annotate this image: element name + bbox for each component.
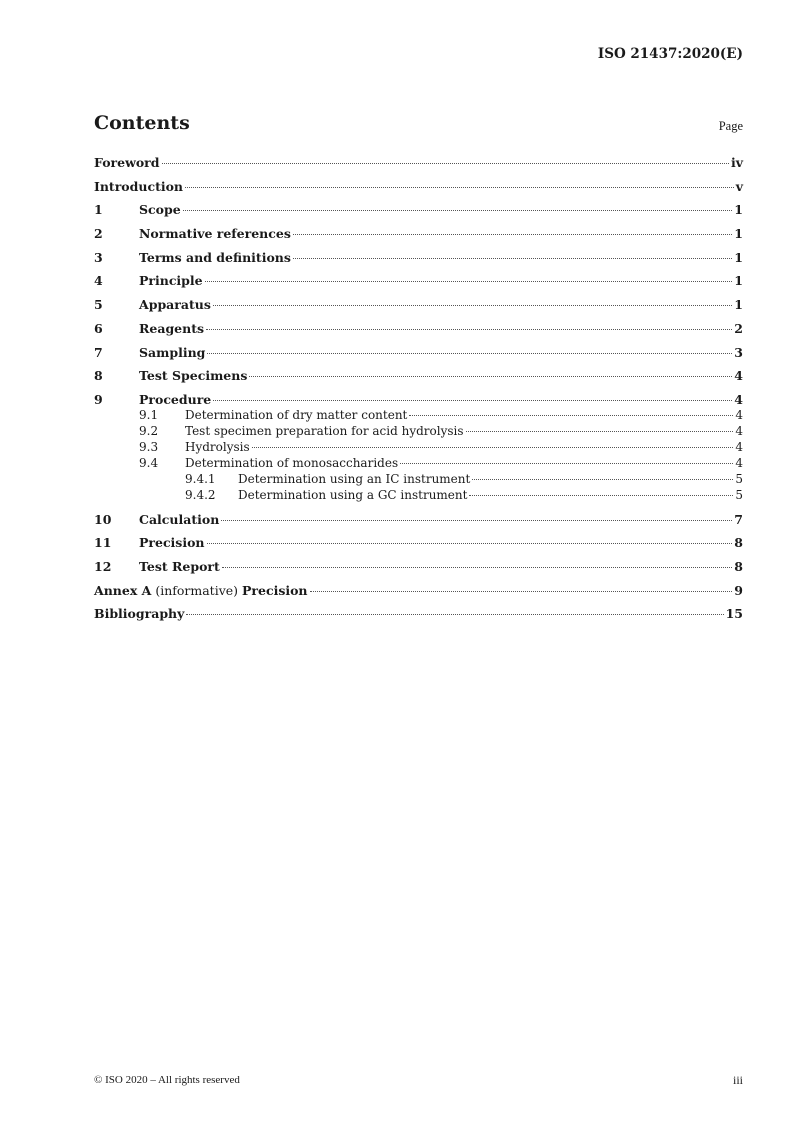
toc-entry-number: 9.4.1 <box>185 471 216 486</box>
toc-entry-title: Principle <box>139 273 203 289</box>
dot-leader <box>249 376 732 377</box>
toc-entry-number: 9.3 <box>139 439 159 454</box>
dot-leader <box>206 329 732 330</box>
toc-entry-hydrolysis[interactable] <box>94 440 743 456</box>
dot-leader <box>466 431 734 432</box>
dot-leader <box>185 187 734 188</box>
toc-entry-number: 12 <box>94 558 112 574</box>
dot-leader <box>409 415 733 416</box>
toc-entry-page: 1 <box>734 297 743 313</box>
toc-entry-number: 9 <box>94 391 103 407</box>
toc-entry-page: 4 <box>734 391 743 407</box>
page-column-label: Page <box>718 119 743 133</box>
toc-entry-bibliography[interactable] <box>94 606 743 630</box>
toc-entry-annex-a[interactable] <box>94 583 743 607</box>
toc-entry-dry-matter[interactable] <box>94 408 743 424</box>
toc-entry-normative-references[interactable] <box>94 226 743 250</box>
annex-label: Annex A <box>94 582 152 598</box>
dot-leader <box>213 400 732 401</box>
toc-entry-gc-instrument[interactable] <box>94 488 743 504</box>
toc-entry-title: Determination of monosaccharides <box>185 455 399 470</box>
toc-entry-test-report[interactable] <box>94 559 743 583</box>
dot-leader <box>162 163 729 164</box>
toc-entry-title: Precision <box>139 535 205 551</box>
toc-entry-title <box>94 583 308 598</box>
dot-leader <box>293 234 732 235</box>
dot-leader <box>207 353 732 354</box>
dot-leader <box>469 495 733 496</box>
toc-entry-title: Normative references <box>139 226 291 242</box>
toc-entry-number: 9.1 <box>139 407 159 422</box>
toc-entry-sampling[interactable] <box>94 345 743 369</box>
toc-entry-number: 1 <box>94 202 103 218</box>
toc-entry-terms-and-definitions[interactable] <box>94 250 743 274</box>
toc-entry-page: 1 <box>734 273 743 289</box>
dot-leader <box>221 520 732 521</box>
toc-entry-title: Terms and definitions <box>139 249 291 265</box>
toc-entry-precision[interactable] <box>94 535 743 559</box>
toc-entry-scope[interactable] <box>94 202 743 226</box>
toc-entry-title: Apparatus <box>139 297 211 313</box>
toc-entry-title: Determination using an IC instrument <box>238 471 471 486</box>
toc-entry-page: 3 <box>734 344 743 360</box>
toc-entry-title: Determination of dry matter content <box>185 407 408 422</box>
toc-entry-page: 4 <box>735 407 743 422</box>
toc-entry-page: v <box>735 178 743 194</box>
toc-entry-title: Sampling <box>139 344 206 360</box>
dot-leader <box>252 447 734 448</box>
toc-entry-calculation[interactable] <box>94 512 743 536</box>
toc-entry-number: 7 <box>94 344 103 360</box>
toc-entry-number: 2 <box>94 226 103 242</box>
toc-entry-reagents[interactable] <box>94 321 743 345</box>
toc-entry-introduction[interactable] <box>94 179 743 203</box>
toc-entry-page: 4 <box>735 439 743 454</box>
dot-leader <box>186 614 723 615</box>
document-id: ISO 21437:2020(E) <box>597 46 743 62</box>
toc-entry-page: 4 <box>734 368 743 384</box>
toc-entry-title: Bibliography <box>94 606 185 622</box>
dot-leader <box>472 479 733 480</box>
toc-entry-page: 1 <box>734 202 743 218</box>
page-number: iii <box>732 1073 743 1087</box>
dot-leader <box>183 210 733 211</box>
toc-entry-page: 7 <box>734 511 743 527</box>
toc-entry-title: Test specimen preparation for acid hydrolysis <box>185 423 464 438</box>
toc-entry-page: 1 <box>734 226 743 242</box>
toc-entry-test-specimens[interactable] <box>94 368 743 392</box>
toc-entry-title: Hydrolysis <box>185 439 250 454</box>
toc-entry-title: Scope <box>139 202 181 218</box>
toc-entry-title: Foreword <box>94 155 160 170</box>
dot-leader <box>213 305 732 306</box>
annex-type: (informative) <box>151 582 243 598</box>
annex-title: Precision <box>242 582 308 598</box>
toc-entry-number: 10 <box>94 511 112 527</box>
toc-entry-title: Determination using a GC instrument <box>238 487 468 502</box>
toc-entry-specimen-preparation[interactable] <box>94 424 743 440</box>
contents-title: Contents <box>94 112 190 134</box>
toc-entry-page: 4 <box>735 423 743 438</box>
toc-entry-page: 8 <box>734 558 743 574</box>
toc-entry-number: 9.4.2 <box>185 487 216 502</box>
toc-entry-page: 9 <box>734 582 743 598</box>
dot-leader <box>207 543 733 544</box>
dot-leader <box>400 463 733 464</box>
toc-entry-title: Introduction <box>94 178 184 194</box>
toc-entry-title: Test Specimens <box>139 368 248 384</box>
toc-entry-monosaccharides[interactable] <box>94 456 743 472</box>
toc-entry-page: 1 <box>734 249 743 265</box>
toc-entry-ic-instrument[interactable] <box>94 472 743 488</box>
toc-entry-number: 11 <box>94 535 112 551</box>
toc-entry-title: Calculation <box>139 511 220 527</box>
toc-entry-number: 9.2 <box>139 423 159 438</box>
toc-entry-page: iv <box>730 155 743 170</box>
toc-entry-page: 5 <box>735 471 743 486</box>
toc-entry-page: 8 <box>734 535 743 551</box>
dot-leader <box>293 258 732 259</box>
toc-entry-number: 6 <box>94 320 103 336</box>
toc-entry-page: 4 <box>735 455 743 470</box>
toc-entry-title: Reagents <box>139 320 205 336</box>
toc-entry-page: 2 <box>734 320 743 336</box>
toc-entry-foreword[interactable] <box>94 155 743 179</box>
toc-entry-page: 5 <box>735 487 743 502</box>
toc-entry-number: 4 <box>94 273 103 289</box>
toc-entry-number: 5 <box>94 297 103 313</box>
toc-entry-page: 15 <box>725 606 743 622</box>
dot-leader <box>222 567 733 568</box>
dot-leader <box>205 281 733 282</box>
copyright-notice: © ISO 2020 – All rights reserved <box>94 1074 240 1086</box>
dot-leader <box>310 591 733 592</box>
toc-entry-number: 8 <box>94 368 103 384</box>
toc-entry-principle[interactable] <box>94 273 743 297</box>
toc-entry-apparatus[interactable] <box>94 297 743 321</box>
toc-entry-number: 3 <box>94 249 103 265</box>
toc-entry-number: 9.4 <box>139 455 159 470</box>
table-of-contents <box>94 155 743 630</box>
toc-entry-title: Procedure <box>139 391 212 407</box>
toc-entry-title: Test Report <box>139 558 220 574</box>
